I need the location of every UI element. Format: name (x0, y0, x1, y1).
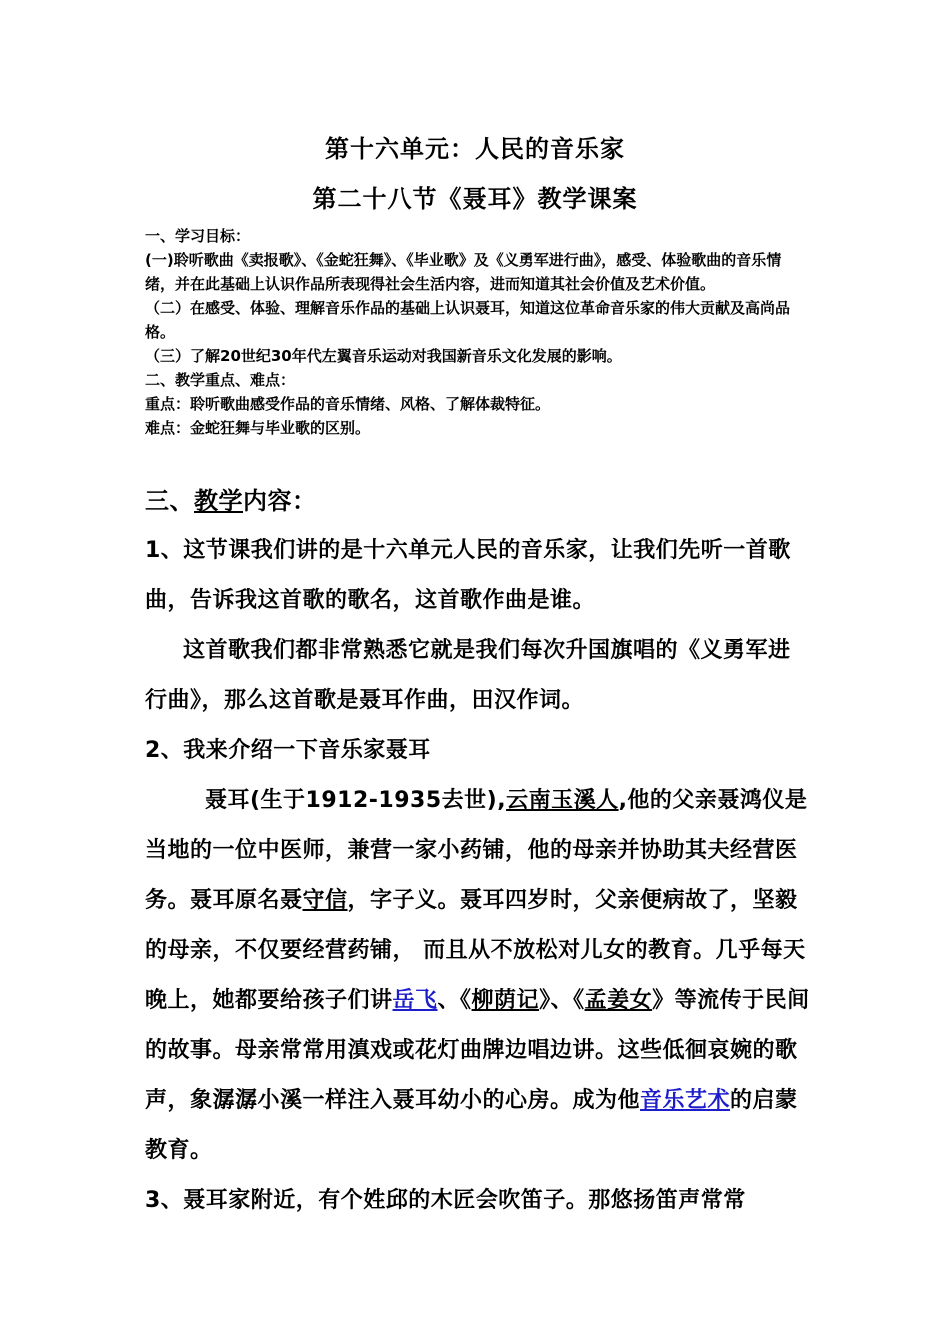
objective-3: （三）了解20世纪30年代左翼音乐运动对我国新音乐文化发展的影响。 (145, 347, 622, 365)
unit-title: 第十六单元：人民的音乐家 (325, 135, 625, 163)
p4-place: 云南玉溪人 (506, 788, 619, 813)
paragraph-3: 2、我来介绍一下音乐家聂耳 (145, 738, 431, 763)
p4-text-i: 》、《 (539, 988, 585, 1013)
paragraph-2: 这首歌我们都非常熟悉它就是我们每次升国旗唱的《义勇军进行曲》，那么这首歌是聂耳作曲，田汉作词。 (145, 638, 791, 713)
paragraph-5: 3、聂耳家附近，有个姓邱的木匠会吹笛子。那悠扬笛声常常 (145, 1188, 746, 1213)
p4-mengjiangnv: 孟姜女 (584, 988, 653, 1013)
p4-text-k: 》等流传于民间的故事。母亲常常用滇戏或花灯曲牌边唱边讲。这些低徊哀婉的歌声，象潺潺小溪一样注入聂耳幼小的心房。成为他 (145, 988, 810, 1113)
p4-text-m: 的启蒙教育。 (145, 1088, 798, 1163)
content-heading-prefix: 三、 (145, 487, 194, 515)
content-heading-suffix: 内容： (243, 487, 317, 515)
p4-text-g: 、《 (437, 988, 472, 1013)
objective-1: (一)聆听歌曲《卖报歌》、《金蛇狂舞》、《毕业歌》及《义勇军进行曲》，感受、体验歌曲的音乐情绪，并在此基础上认识作品所表现得社会生活内容，进而知道其社会价值及艺术价值。 (145, 251, 782, 293)
p4-liuyinji: 柳荫记 (471, 988, 540, 1013)
paragraph-4 (145, 776, 810, 1176)
content-heading (145, 476, 810, 526)
objectives-heading: 一、学习目标： (145, 227, 251, 245)
objective-2: （二）在感受、体验、理解音乐作品的基础上认识聂耳，知道这位革命音乐家的伟大贡献及高尚品格。 (145, 299, 791, 341)
paragraph-1: 1、这节课我们讲的是十六单元人民的音乐家，让我们先听一首歌曲，告诉我这首歌的歌名，这首歌作曲是谁。 (145, 538, 791, 613)
lesson-title: 第二十八节《聂耳》教学课案 (312, 185, 638, 213)
focus-heading: 二、教学重点、难点： (145, 371, 296, 389)
p4-text-c: ,他的父亲聂鸿仪是当地的一位中医师，兼营一家小药铺，他的母亲并协助其夫经营医务。聂耳原名聂 (145, 788, 808, 913)
focus-key: 重点：聆听歌曲感受作品的音乐情绪、风格、了解体裁特征。 (145, 395, 551, 413)
objectives-section (145, 224, 810, 440)
focus-difficult: 难点：金蛇狂舞与毕业歌的区别。 (145, 419, 371, 437)
content-section (145, 476, 810, 1226)
link-music-art[interactable]: 音乐艺术 (640, 1088, 731, 1113)
p4-text-a: 聂耳(生于1912-1935去世), (205, 788, 507, 813)
content-heading-underlined: 教学 (194, 487, 243, 515)
p4-text-e: ，字子义。聂耳四岁时，父亲便病故了，坚毅的母亲，不仅要经营药铺， 而且从不放松对儿女的教育。几乎每天晚上，她都要给孩子们讲 (145, 888, 806, 1013)
p4-name: 守信 (302, 888, 348, 913)
link-yuefei[interactable]: 岳飞 (392, 988, 438, 1013)
